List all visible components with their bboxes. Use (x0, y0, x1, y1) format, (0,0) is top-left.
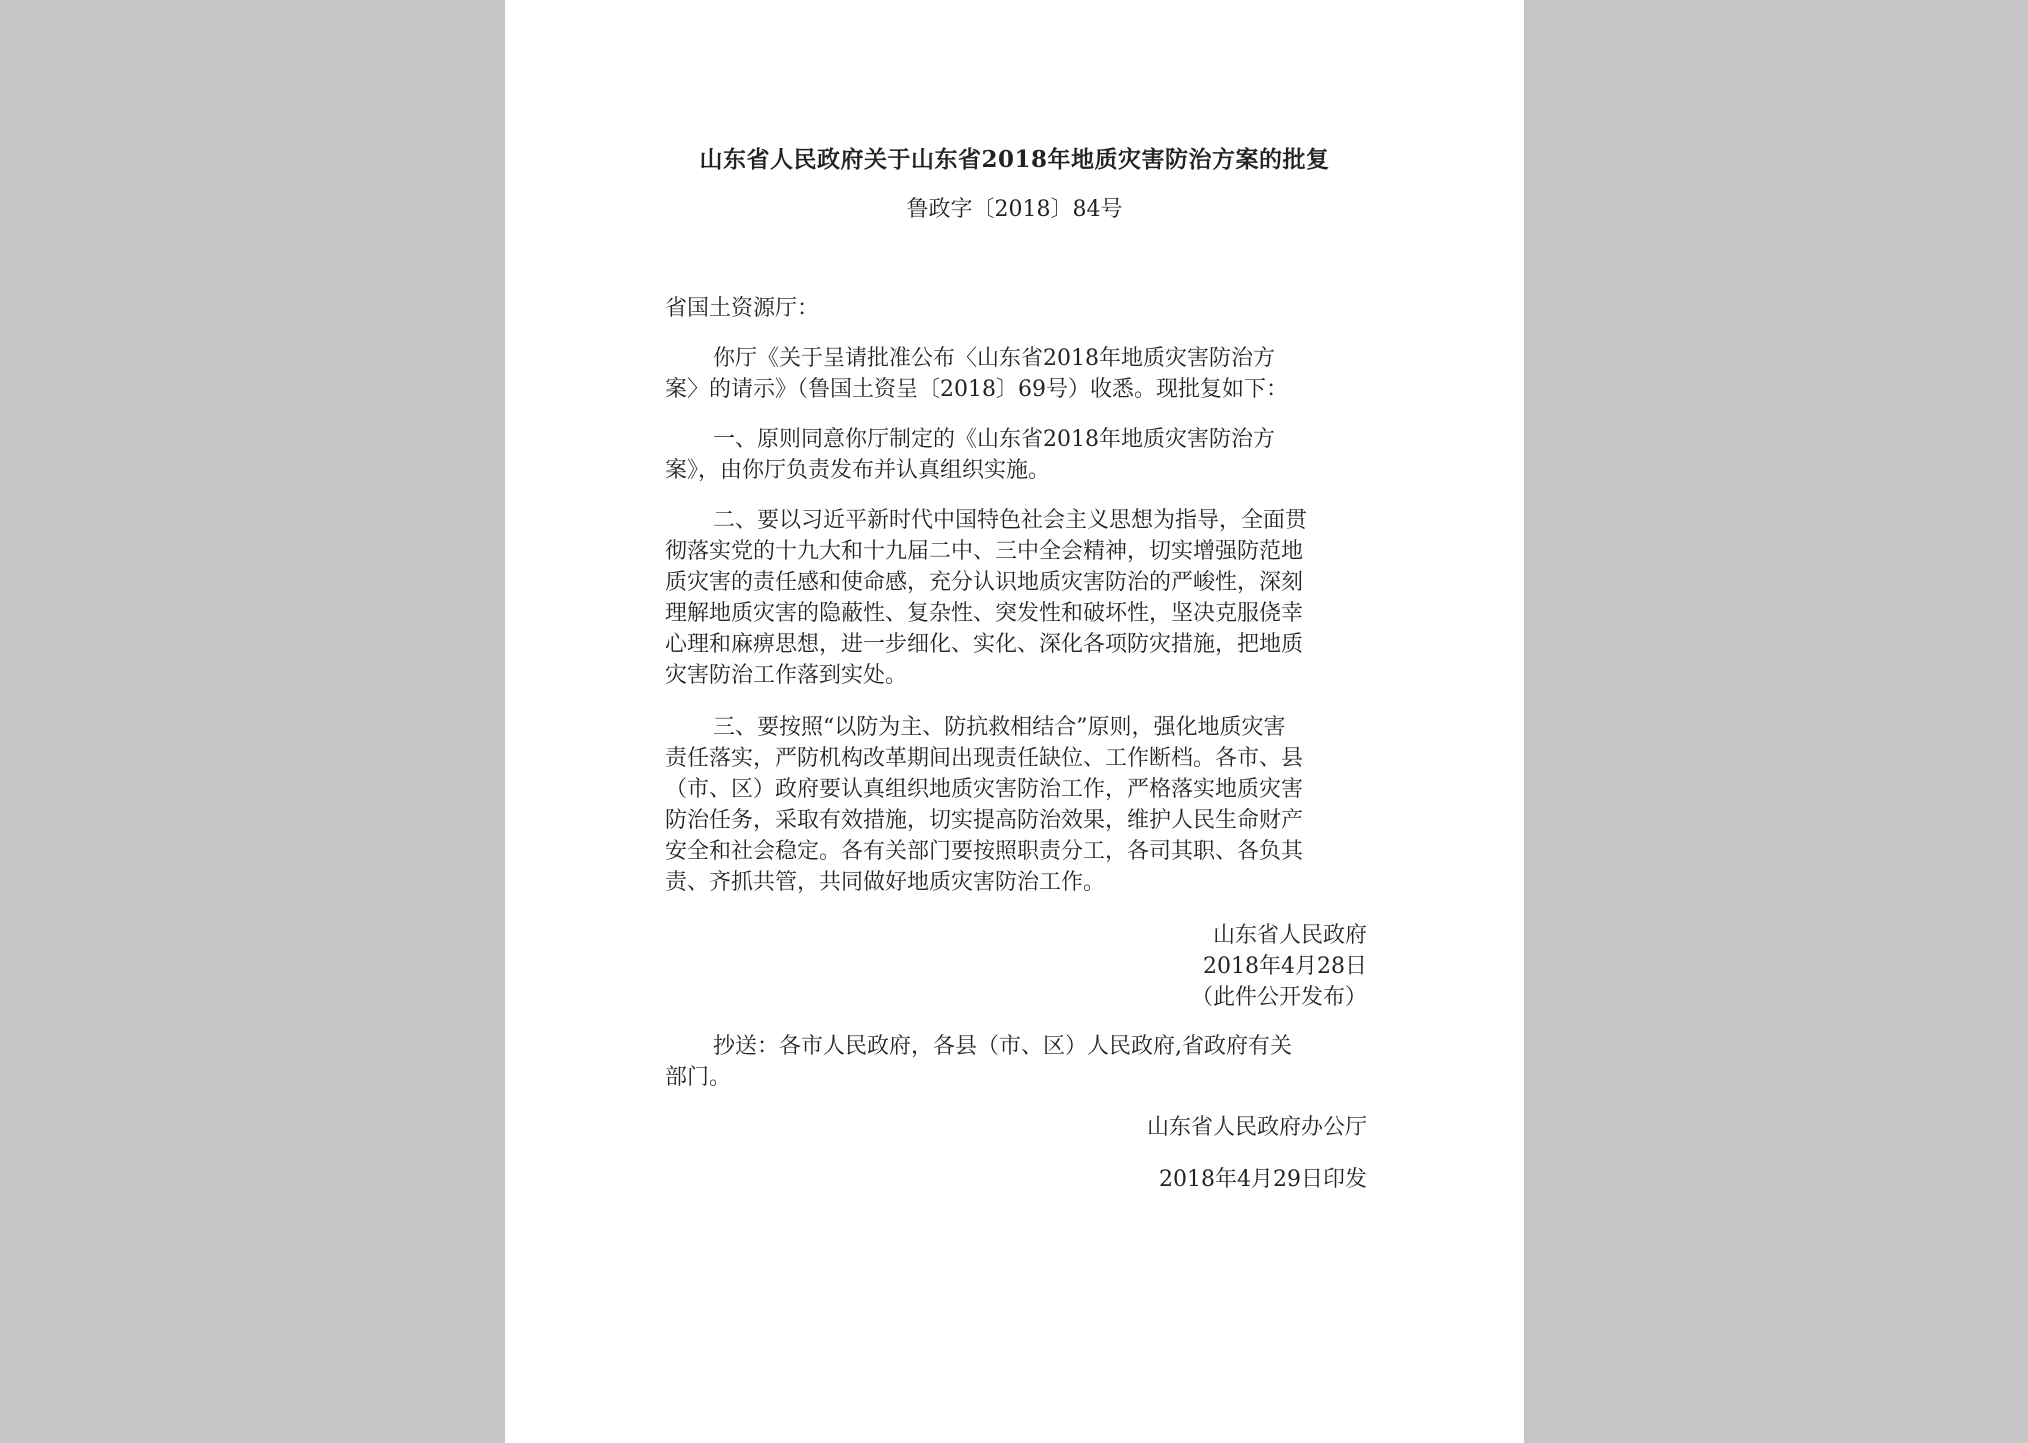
cc-line: 部门。 (665, 1065, 732, 1090)
paragraph-line: 防治任务，采取有效措施，切实提高防治效果，维护人民生命财产 (665, 808, 1304, 833)
document-title: 山东省人民政府关于山东省2018年地质灾害防治方案的批复 (699, 146, 1330, 173)
paragraph-line: 三、要按照“以防为主、防抗救相结合”原则，强化地质灾害 (713, 715, 1286, 740)
paragraph-line: （市、区）政府要认真组织地质灾害防治工作，严格落实地质灾害 (665, 777, 1304, 802)
document-number: 鲁政字〔2018〕84号 (906, 197, 1123, 222)
paragraph-line: 责、齐抓共管，共同做好地质灾害防治工作。 (665, 870, 1106, 895)
paragraph-line: 彻落实党的十九大和十九届二中、三中全会精神，切实增强防范地 (665, 539, 1304, 564)
publication-note: （此件公开发布） (1190, 985, 1367, 1010)
paragraph-2 (665, 424, 1370, 486)
paragraph-line: 案》，由你厅负责发布并认真组织实施。 (665, 458, 1051, 483)
cc-section (665, 1031, 1370, 1093)
paragraph-4 (665, 712, 1370, 898)
addressee: 省国土资源厅： (665, 296, 820, 321)
paragraph-3 (665, 505, 1370, 691)
paragraph-line: 安全和社会稳定。各有关部门要按照职责分工，各司其职、各负其 (665, 839, 1304, 864)
signature-block (1191, 920, 1367, 1013)
paragraph-line: 心理和麻痹思想，进一步细化、实化、深化各项防灾措施，把地质 (665, 632, 1304, 657)
paragraph-line: 质灾害的责任感和使命感，充分认识地质灾害防治的严峻性，深刻 (665, 570, 1304, 595)
paragraph-line: 你厅《关于呈请批准公布〈山东省2018年地质灾害防治方 (713, 346, 1275, 371)
print-date: 2018年4月29日印发 (1159, 1167, 1367, 1192)
paragraph-line: 二、要以习近平新时代中国特色社会主义思想为指导，全面贯 (713, 508, 1308, 533)
document-page (505, 0, 1524, 1443)
cc-line: 抄送：各市人民政府，各县（市、区）人民政府,省政府有关 (713, 1034, 1292, 1059)
paragraph-line: 责任落实，严防机构改革期间出现责任缺位、工作断档。各市、县 (665, 746, 1304, 771)
signature-date: 2018年4月28日 (1203, 954, 1367, 979)
paragraph-1 (665, 343, 1370, 405)
paragraph-line: 灾害防治工作落到实处。 (665, 663, 908, 688)
issuing-office: 山东省人民政府办公厅 (1146, 1115, 1367, 1140)
paragraph-line: 一、原则同意你厅制定的《山东省2018年地质灾害防治方 (713, 427, 1275, 452)
paragraph-line: 案〉的请示》（鲁国土资呈〔2018〕69号）收悉。现批复如下： (665, 377, 1288, 402)
signature-issuer: 山东省人民政府 (1212, 923, 1367, 948)
paragraph-line: 理解地质灾害的隐蔽性、复杂性、突发性和破坏性，坚决克服侥幸 (665, 601, 1304, 626)
